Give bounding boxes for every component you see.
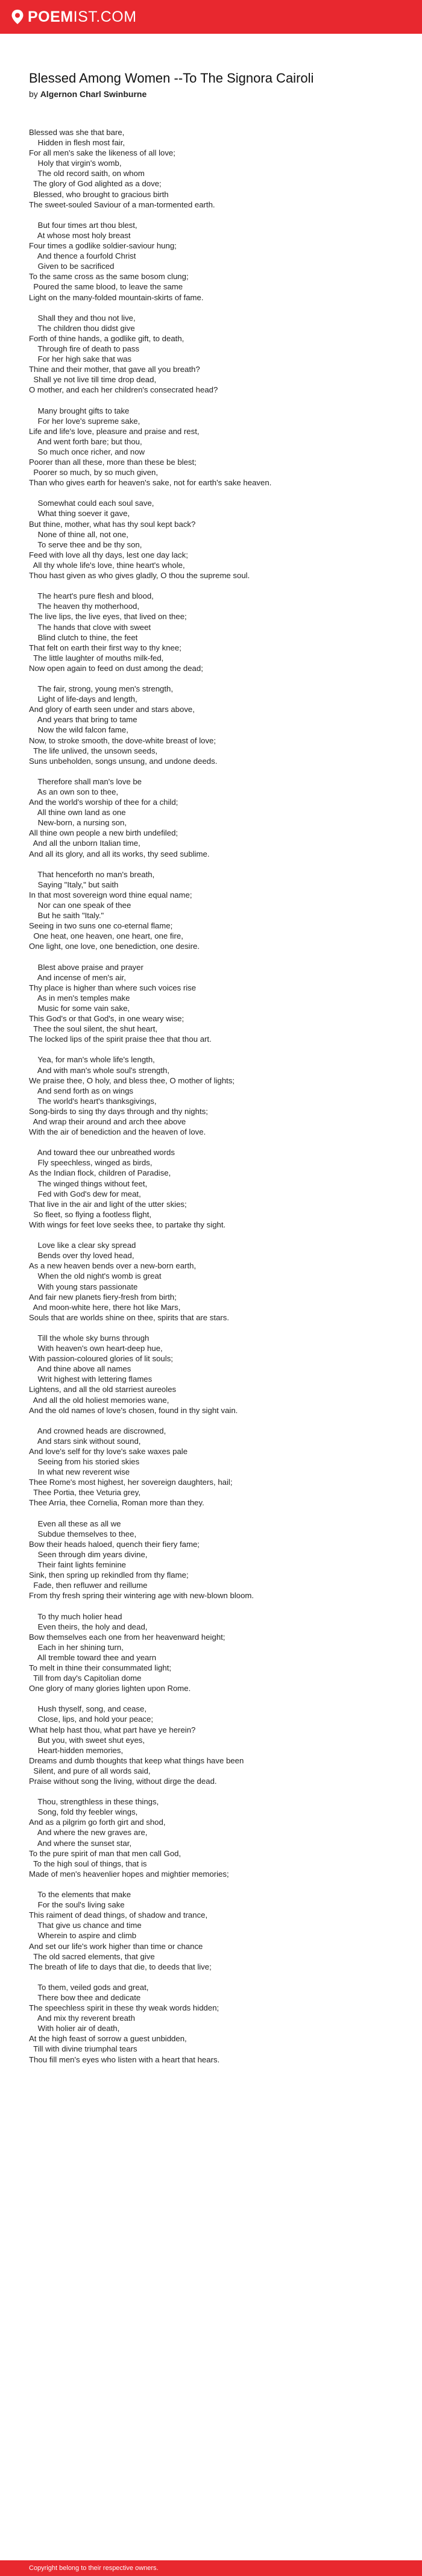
poem-line: As the Indian flock, children of Paradise, <box>29 1168 171 1178</box>
stanza-gap <box>29 1693 397 1704</box>
stanza-gap <box>29 1230 397 1240</box>
poem-line: And the world's worship of thee for a child; <box>29 798 178 807</box>
poem-line: Bends over thy loved head, <box>29 1251 134 1261</box>
logo-bold-text: POEM <box>28 8 74 25</box>
poem-line: Blind clutch to thine, the feet <box>29 632 138 642</box>
poem-line: In that most sovereign word thine equal name; <box>29 890 192 899</box>
poem-line: Blessed was she that bare, <box>29 128 125 137</box>
poem-line: Saying "Italy," but saith <box>29 880 119 889</box>
poem-line: We praise thee, O holy, and bless thee, O mother of lights; <box>29 1075 235 1085</box>
poem-line: Now open again to feed on dust among the dead; <box>29 663 203 673</box>
poem-line: The winged things without feet, <box>29 1179 148 1188</box>
poem-line: Till the whole sky burns through <box>29 1333 150 1343</box>
poem-line: To them, veiled gods and great, <box>29 1982 149 1992</box>
poem-line: Subdue themselves to thee, <box>29 1529 137 1538</box>
stanza <box>29 406 397 488</box>
main-content <box>29 70 397 2065</box>
poem-line: With wings for feet love seeks thee, to partake thy sight. <box>29 1220 226 1229</box>
stanza-gap <box>29 1044 397 1054</box>
poem-line: Holy that virgin's womb, <box>29 159 122 168</box>
poem-line: With the air of benediction and the heaven of love. <box>29 1127 206 1137</box>
poem-line: For all men's sake the likeness of all love; <box>29 148 175 158</box>
stanza-gap <box>29 488 397 498</box>
poem-line: Lightens, and all the old starriest aureoles <box>29 1385 177 1394</box>
poem-line: Therefore shall man's love be <box>29 776 142 786</box>
poem-line: Thou fill men's eyes who listen with a heart that hears. <box>29 2055 220 2064</box>
poem-line: And fair new planets fiery-fresh from birth; <box>29 1292 177 1302</box>
map-pin-icon <box>11 9 24 25</box>
poem-line: Feed with love all thy days, lest one day lack; <box>29 550 188 559</box>
stanza <box>29 1240 397 1323</box>
poem-line: Souls that are worlds shine on thee, spirits that are stars. <box>29 1312 230 1322</box>
poem-line: One heat, one heaven, one heart, one fire, <box>29 931 183 941</box>
poem-line: The world's heart's thanksgivings, <box>29 1096 157 1106</box>
stanza <box>29 962 397 1045</box>
poem-line: Bow their heads haloed, quench their fiery fame; <box>29 1539 200 1549</box>
stanza-gap <box>29 210 397 220</box>
poem-line: The speechless spirit in these thy weak words hidden; <box>29 2003 219 2013</box>
poem-line: Each in her shining turn, <box>29 1642 124 1652</box>
stanza <box>29 1982 397 2065</box>
poem-line: Fed with God's dew for meat, <box>29 1189 141 1198</box>
stanza-gap <box>29 1137 397 1147</box>
poem-line: Many brought gifts to take <box>29 406 130 415</box>
poem-line: With heaven's own heart-deep hue, <box>29 1344 163 1353</box>
stanza <box>29 776 397 859</box>
stanza-gap <box>29 1879 397 1889</box>
stanza-gap <box>29 1508 397 1519</box>
poem-line: Seen through dim years divine, <box>29 1549 148 1559</box>
poem-line: Thee the soul silent, the shut heart, <box>29 1024 158 1034</box>
poem-line: As in men's temples make <box>29 993 130 1003</box>
stanza-gap <box>29 581 397 591</box>
poem-line: Praise without song the living, without dirge the dead. <box>29 1777 217 1786</box>
poem-line: What thing soever it gave, <box>29 509 130 518</box>
poem-line: And where the new graves are, <box>29 1828 148 1838</box>
stanza <box>29 591 397 673</box>
poem-line: Yea, for man's whole life's length, <box>29 1055 155 1065</box>
poem-line: To serve thee and be thy son, <box>29 540 142 549</box>
stanza-gap <box>29 395 397 405</box>
poem-line: Poured the same blood, to leave the same <box>29 282 183 292</box>
poem-line: All thine own land as one <box>29 808 126 817</box>
poem-line: Love like a clear sky spread <box>29 1241 136 1250</box>
stanza-gap <box>29 1601 397 1611</box>
poem-line: The sweet-souled Saviour of a man-tormented earth. <box>29 200 215 209</box>
poem-line: This raiment of dead things, of shadow and trance, <box>29 1910 208 1920</box>
poem-line: Somewhat could each soul save, <box>29 499 154 508</box>
poem-line: Shall ye not live till time drop dead, <box>29 375 157 385</box>
poem-line: And years that bring to tame <box>29 715 137 725</box>
poem-line: For the soul's living sake <box>29 1900 125 1910</box>
poem-line: The breath of life to days that die, to deeds that live; <box>29 1962 212 1971</box>
stanza <box>29 1611 397 1694</box>
poem-line: As a new heaven bends over a new-born earth, <box>29 1261 197 1271</box>
poem-line: Life and life's love, pleasure and praise and rest, <box>29 426 200 436</box>
poem-line: Blessed, who brought to gracious birth <box>29 189 169 199</box>
poem-line: In what new reverent wise <box>29 1467 130 1477</box>
poem-line: But thine, mother, what has thy soul kept back? <box>29 519 196 529</box>
poem-line: To the pure spirit of man that men call God, <box>29 1848 181 1858</box>
stanza-gap <box>29 673 397 684</box>
byline-prefix: by <box>29 89 38 99</box>
stanza <box>29 1889 397 1972</box>
poem-line: None of thine all, not one, <box>29 529 128 539</box>
poem-line: So fleet, so flying a footless flight, <box>29 1209 152 1219</box>
poem-line: Bow themselves each one from her heavenward height; <box>29 1632 225 1642</box>
poem-line: The fair, strong, young men's strength, <box>29 684 174 694</box>
poem-line: Through fire of death to pass <box>29 344 140 353</box>
poem-line: Wherein to aspire and climb <box>29 1931 137 1941</box>
poem-line: Than who gives earth for heaven's sake, not for earth's sake heaven. <box>29 478 272 488</box>
poem-line: O mother, and each her children's consecrated head? <box>29 385 218 395</box>
poem-line: One glory of many glories lighten upon Rome. <box>29 1684 191 1693</box>
poem-line: New-born, a nursing son, <box>29 818 127 828</box>
site-logo[interactable] <box>11 7 137 27</box>
poem-line: And stars sink without sound, <box>29 1436 141 1446</box>
poem-line: And incense of men's air, <box>29 972 126 982</box>
poem-line: And all the unborn Italian time, <box>29 839 140 848</box>
poem-line: And moon-white here, there hot like Mars, <box>29 1302 181 1312</box>
poem-body <box>29 127 397 2065</box>
poem-line: There bow thee and dedicate <box>29 1992 141 2002</box>
byline <box>29 89 397 99</box>
poem-line: Song-birds to sing thy days through and thy nights; <box>29 1106 208 1116</box>
poem-line: The glory of God alighted as a dove; <box>29 179 162 189</box>
poem-line: And went forth bare; but thou, <box>29 436 142 446</box>
poem-line: Thy place is higher than where such voices rise <box>29 983 197 992</box>
poem-line: What help hast thou, what part have ye herein? <box>29 1725 196 1734</box>
stanza <box>29 1426 397 1508</box>
poem-line: Given to be sacrificed <box>29 262 115 271</box>
stanza <box>29 127 397 210</box>
poem-line: With passion-coloured glories of lit souls; <box>29 1354 173 1364</box>
stanza <box>29 1333 397 1416</box>
stanza-gap <box>29 303 397 313</box>
poem-line: The heart's pure flesh and blood, <box>29 591 154 601</box>
poem-line: Shall they and thou not live, <box>29 313 136 323</box>
poem-line: As an own son to thee, <box>29 787 119 796</box>
poem-line: To the same cross as the same bosom clung; <box>29 272 189 282</box>
poem-line: Thee Portia, thee Veturia grey, <box>29 1488 140 1497</box>
stanza-gap <box>29 952 397 962</box>
poem-line: And wrap their around and arch thee above <box>29 1117 186 1126</box>
poem-line: Nor can one speak of thee <box>29 901 131 910</box>
poem-line: And as a pilgrim go forth girt and shod, <box>29 1818 166 1827</box>
poem-line: Seeing in two suns one co-eternal flame; <box>29 921 173 931</box>
stanza-gap <box>29 1416 397 1426</box>
poem-line: To the high soul of things, that is <box>29 1859 147 1868</box>
site-footer <box>0 2560 422 2576</box>
poem-line: And glory of earth seen under and stars above, <box>29 705 195 714</box>
poem-line: The children thou didst give <box>29 323 135 333</box>
poem-line: Their faint lights feminine <box>29 1560 127 1570</box>
poem-line: So much once richer, and now <box>29 447 145 456</box>
poem-line: That henceforth no man's breath, <box>29 869 155 879</box>
poem-line: For her high sake that was <box>29 354 132 364</box>
stanza <box>29 684 397 766</box>
poem-line: But he saith "Italy." <box>29 911 104 921</box>
poem-line: The hands that clove with sweet <box>29 622 151 632</box>
stanza <box>29 1147 397 1230</box>
stanza-gap <box>29 1972 397 1982</box>
poem-line: The old sacred elements, that give <box>29 1951 155 1961</box>
poem-line: All thine own people a new birth undefiled; <box>29 828 178 838</box>
stanza <box>29 313 397 395</box>
poem-line: Dreams and dumb thoughts that keep what things have been <box>29 1756 244 1765</box>
poem-line: That live in the air and light of the utter skies; <box>29 1199 187 1209</box>
stanza-gap <box>29 859 397 869</box>
poem-line: Forth of thine hands, a godlike gift, to death, <box>29 333 184 343</box>
copyright-text: Copyright belong to their respective owners. <box>29 2565 159 2572</box>
poem-line: One light, one love, one benediction, one desire. <box>29 942 200 951</box>
poem-line: Song, fold thy feebler wings, <box>29 1807 138 1817</box>
poem-line: But you, with sweet shut eyes, <box>29 1735 145 1745</box>
poem-line: All thy whole life's love, thine heart's whole, <box>29 560 185 570</box>
poem-line: The heaven thy motherhood, <box>29 602 140 611</box>
poem-line: And toward thee our unbreathed words <box>29 1148 175 1157</box>
poem-line: This God's or that God's, in one weary wise; <box>29 1014 184 1024</box>
site-header <box>0 0 422 34</box>
poem-line: That felt on earth their first way to thy knee; <box>29 643 181 652</box>
poem-line: At the high feast of sorrow a guest unbidden, <box>29 2034 187 2044</box>
poem-line: And send forth as on wings <box>29 1086 134 1095</box>
poem-line: And thine above all names <box>29 1364 131 1374</box>
poem-line: Till with divine triumphal tears <box>29 2044 137 2054</box>
poem-line: Poorer so much, by so much given, <box>29 468 159 477</box>
stanza <box>29 1054 397 1137</box>
poem-line: And love's self for thy love's sake waxes pale <box>29 1447 188 1456</box>
stanza-gap <box>29 1323 397 1333</box>
poem-line: Light of life-days and length, <box>29 694 137 704</box>
poem-line: At whose most holy breast <box>29 230 131 240</box>
poem-line: Now the wild falcon fame, <box>29 725 128 735</box>
poem-line: To the elements that make <box>29 1890 131 1900</box>
stanza <box>29 1519 397 1601</box>
poem-line: Seeing from his storied skies <box>29 1457 140 1467</box>
stanza <box>29 220 397 303</box>
poem-line: And the old names of love's chosen, found in thy sight vain. <box>29 1405 238 1415</box>
poem-line: Blest above praise and prayer <box>29 962 143 972</box>
poem-line: Thine and their mother, that gave all you breath? <box>29 365 200 374</box>
poem-line: Four times a godlike soldier-saviour hung; <box>29 241 177 251</box>
poem-line: With young stars passionate <box>29 1282 138 1291</box>
poem-line: And crowned heads are discrowned, <box>29 1426 166 1435</box>
poem-line: And with man's whole soul's strength, <box>29 1065 170 1075</box>
poem-line: Heart-hidden memories, <box>29 1745 124 1755</box>
poem-line: All tremble toward thee and yearn <box>29 1652 157 1662</box>
stanza <box>29 869 397 952</box>
poem-line: And all the old holiest memories wane, <box>29 1395 169 1405</box>
poem-line: The locked lips of the spirit praise thee that thou art. <box>29 1034 212 1044</box>
poem-line: And thence a fourfold Christ <box>29 251 136 261</box>
poem-line: From thy fresh spring their wintering age with new-blown bloom. <box>29 1591 254 1601</box>
poem-line: And mix thy reverent breath <box>29 2014 135 2023</box>
logo-light-text: IST.COM <box>73 8 137 25</box>
stanza <box>29 498 397 581</box>
poem-line: Silent, and pure of all words said, <box>29 1766 151 1775</box>
poem-line: Thee Rome's most highest, her sovereign daughters, hail; <box>29 1478 233 1487</box>
poem-line: Light on the many-folded mountain-skirts of fame. <box>29 292 204 302</box>
poem-line: Even theirs, the holy and dead, <box>29 1622 148 1631</box>
poem-line: The life unlived, the unsown seeds, <box>29 746 158 755</box>
poem-line: With holier air of death, <box>29 2024 120 2033</box>
poem-line: Sink, then spring up rekindled from thy flame; <box>29 1570 189 1580</box>
site-logo-text <box>28 7 137 27</box>
stanza-gap <box>29 1786 397 1797</box>
stanza <box>29 1797 397 1879</box>
poem-line: Writ highest with lettering flames <box>29 1375 153 1384</box>
poem-line: But four times art thou blest, <box>29 220 137 230</box>
poem-line: The little laughter of mouths milk-fed, <box>29 653 164 663</box>
author-link[interactable]: Algernon Charl Swinburne <box>40 89 147 99</box>
poem-line: Made of men's heavenlier hopes and mightier memories; <box>29 1869 229 1878</box>
poem-line: Poorer than all these, more than these be blest; <box>29 458 197 467</box>
stanza <box>29 1704 397 1786</box>
poem-line: Fly speechless, winged as birds, <box>29 1158 153 1168</box>
poem-line: That give us chance and time <box>29 1921 142 1930</box>
poem-line: Now, to stroke smooth, the dove-white breast of love; <box>29 735 216 745</box>
page-title: Blessed Among Women --To The Signora Cairoli <box>29 71 314 86</box>
poem-line: Thou, strengthless in these things, <box>29 1797 159 1807</box>
poem-line: And all its glory, and all its works, thy seed sublime. <box>29 849 210 858</box>
poem-line: The old record saith, on whom <box>29 169 145 178</box>
poem-line: To melt in thine their consummated light; <box>29 1663 172 1672</box>
poem-line: For her love's supreme sake, <box>29 416 140 426</box>
poem-line: Suns unbeholden, songs unsung, and undone deeds. <box>29 756 218 766</box>
poem-line: Even all these as all we <box>29 1519 121 1528</box>
stanza-gap <box>29 766 397 776</box>
poem-line: Hush thyself, song, and cease, <box>29 1704 146 1714</box>
poem-line: To thy much holier head <box>29 1611 122 1621</box>
poem-line: The live lips, the live eyes, that lived on thee; <box>29 612 187 622</box>
poem-line: And set our life's work higher than time or chance <box>29 1941 203 1951</box>
poem-line: Thee Arria, thee Cornelia, Roman more than they. <box>29 1498 204 1508</box>
poem-line: And where the sunset star, <box>29 1838 132 1848</box>
poem-line: Close, lips, and hold your peace; <box>29 1715 153 1724</box>
poem-line: Hidden in flesh most fair, <box>29 138 125 148</box>
poem-line: Thou hast given as who gives gladly, O thou the supreme soul. <box>29 571 250 581</box>
poem-line: Fade, then refluwer and reillume <box>29 1581 148 1590</box>
poem-line: Music for some vain sake, <box>29 1003 130 1013</box>
poem-line: When the old night's womb is great <box>29 1271 162 1281</box>
poem-line: Till from day's Capitolian dome <box>29 1674 142 1683</box>
